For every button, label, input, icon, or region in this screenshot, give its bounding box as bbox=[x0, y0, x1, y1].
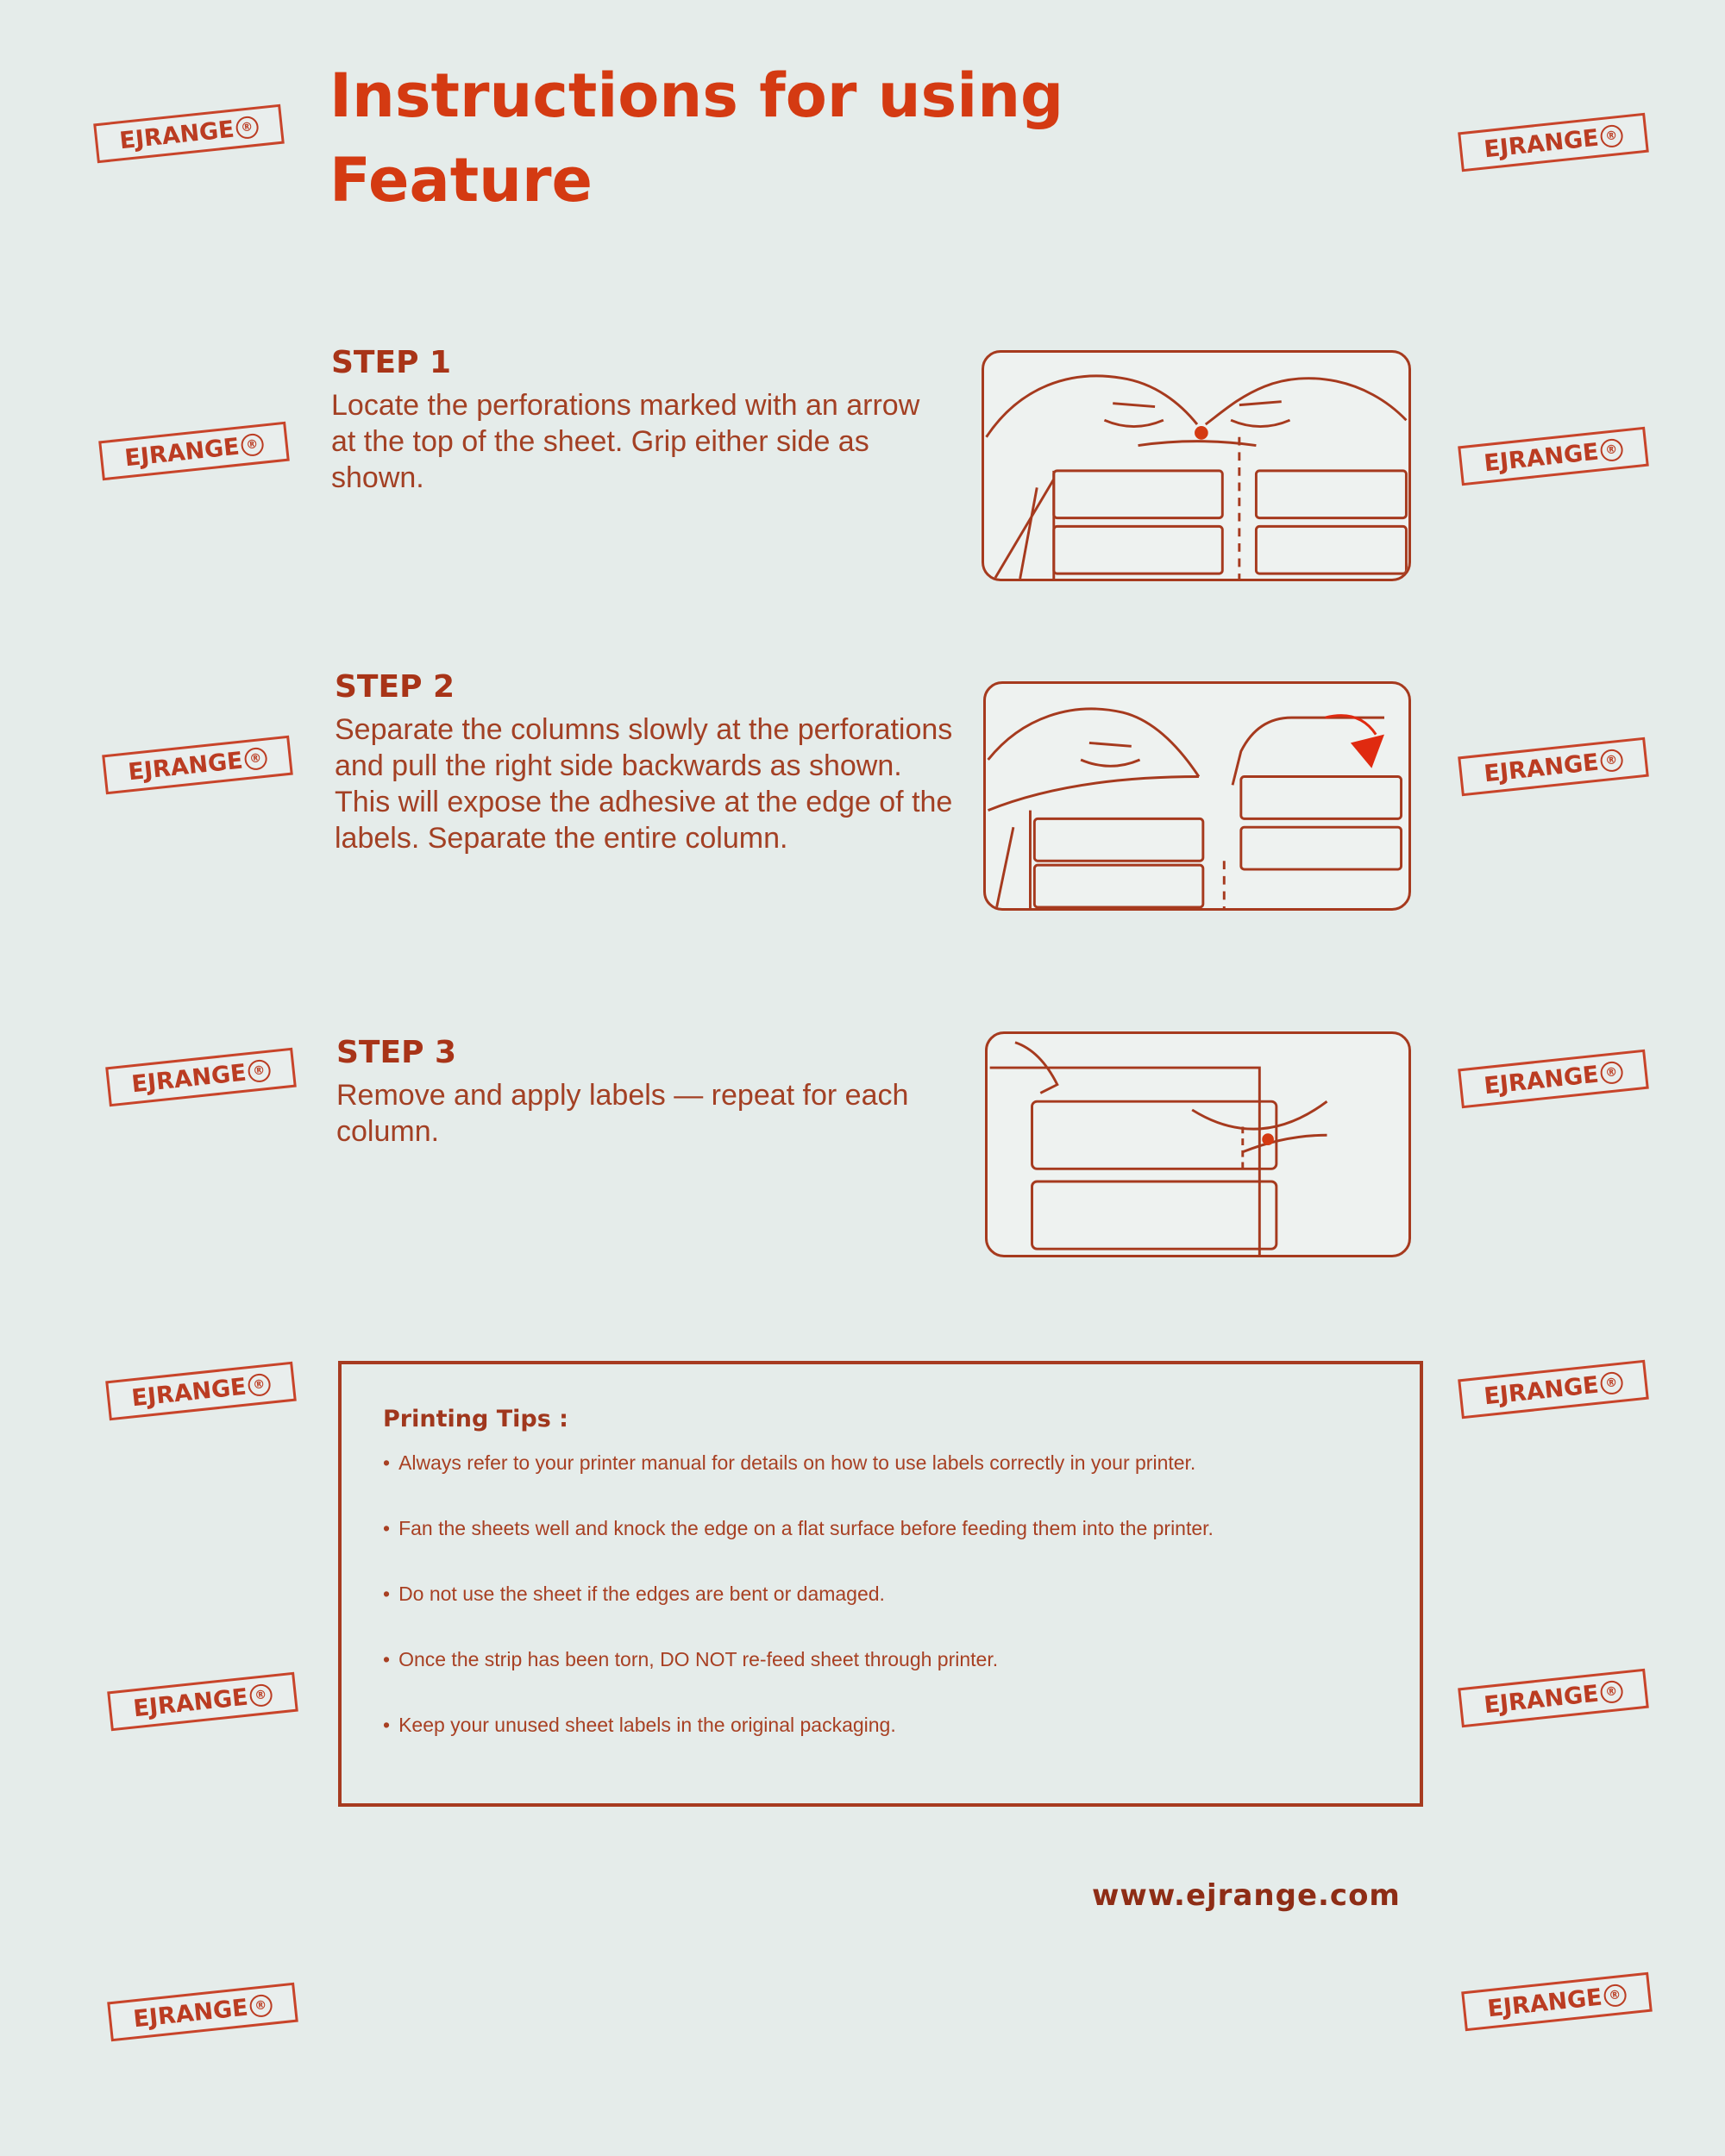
title-line-2: Feature bbox=[329, 145, 593, 216]
registered-mark: ® bbox=[1599, 438, 1624, 463]
title-line-1: Instructions for using bbox=[329, 60, 1064, 131]
brand-stamp-text: EJRANGE bbox=[1483, 749, 1601, 787]
step-2 bbox=[335, 669, 956, 856]
registered-mark: ® bbox=[1599, 749, 1624, 774]
brand-stamp-text: EJRANGE bbox=[1486, 1984, 1604, 2022]
brand-stamp-text: EJRANGE bbox=[1483, 438, 1601, 477]
printing-tips-heading: Printing Tips : bbox=[383, 1406, 568, 1432]
step-2-text: Separate the columns slowly at the perforations and pull the right side backwards as shown. This will expose the adhesive at the edge of the labels. Separate the entire column. bbox=[335, 713, 953, 855]
step-1 bbox=[331, 345, 952, 496]
list-item: • Do not use the sheet if the edges are bent or damaged. bbox=[383, 1583, 1382, 1606]
brand-stamp-logo bbox=[107, 1983, 298, 2042]
list-item: • Once the strip has been torn, DO NOT re-feed sheet through printer. bbox=[383, 1648, 1382, 1671]
brand-stamp-text: EJRANGE bbox=[130, 1373, 248, 1412]
registered-mark: ® bbox=[243, 747, 268, 772]
registered-mark: ® bbox=[1599, 1061, 1624, 1086]
step-1-heading: STEP 1 bbox=[331, 345, 452, 380]
registered-mark: ® bbox=[1599, 124, 1624, 149]
website-url: www.ejrange.com bbox=[1092, 1878, 1401, 1913]
registered-mark: ® bbox=[247, 1059, 272, 1084]
brand-stamp-text: EJRANGE bbox=[130, 1059, 248, 1098]
registered-mark: ® bbox=[247, 1373, 272, 1398]
step-3-text: Remove and apply labels — repeat for each column. bbox=[336, 1079, 909, 1148]
brand-stamp-logo bbox=[1458, 1360, 1649, 1420]
brand-stamp-logo bbox=[105, 1362, 297, 1421]
step-1-illustration bbox=[982, 350, 1411, 581]
brand-stamp-logo bbox=[1458, 113, 1649, 172]
brand-stamp-logo bbox=[98, 422, 290, 481]
brand-stamp-logo bbox=[107, 1672, 298, 1732]
brand-stamp-logo bbox=[105, 1048, 297, 1107]
brand-stamp-text: EJRANGE bbox=[132, 1683, 250, 1722]
step-2-heading: STEP 2 bbox=[335, 669, 455, 705]
registered-mark: ® bbox=[1603, 1984, 1628, 2009]
brand-stamp-logo bbox=[102, 736, 293, 795]
registered-mark: ® bbox=[248, 1994, 273, 2019]
brand-stamp-logo bbox=[1461, 1972, 1653, 2032]
step-3 bbox=[336, 1035, 957, 1150]
brand-stamp-logo bbox=[1458, 1669, 1649, 1728]
registered-mark: ® bbox=[1599, 1371, 1624, 1396]
registered-mark: ® bbox=[1599, 1680, 1624, 1705]
brand-stamp-text: EJRANGE bbox=[118, 116, 236, 154]
registered-mark: ® bbox=[235, 116, 260, 141]
brand-stamp-text: EJRANGE bbox=[132, 1994, 250, 2033]
registered-mark: ® bbox=[240, 433, 265, 458]
list-item: • Always refer to your printer manual for details on how to use labels correctly in your printer. bbox=[383, 1451, 1382, 1475]
registered-mark: ® bbox=[248, 1683, 273, 1708]
printing-tips-list bbox=[383, 1451, 1382, 1737]
brand-stamp-logo bbox=[1458, 427, 1649, 486]
brand-stamp-text: EJRANGE bbox=[1483, 1680, 1601, 1719]
step-3-illustration bbox=[985, 1031, 1411, 1257]
printing-tips-box bbox=[338, 1361, 1423, 1807]
page-title bbox=[329, 53, 1192, 222]
brand-stamp-text: EJRANGE bbox=[123, 433, 242, 472]
step-3-heading: STEP 3 bbox=[336, 1035, 457, 1070]
brand-stamp-logo bbox=[1458, 1050, 1649, 1109]
brand-stamp-logo bbox=[1458, 737, 1649, 797]
brand-stamp-text: EJRANGE bbox=[1483, 1061, 1601, 1100]
step-1-text: Locate the perforations marked with an arrow at the top of the sheet. Grip either side as shown. bbox=[331, 389, 920, 494]
brand-stamp-logo bbox=[93, 104, 285, 164]
brand-stamp-text: EJRANGE bbox=[1483, 124, 1601, 163]
list-item: • Fan the sheets well and knock the edge on a flat surface before feeding them into the printer. bbox=[383, 1517, 1382, 1540]
brand-stamp-text: EJRANGE bbox=[127, 747, 245, 786]
list-item: • Keep your unused sheet labels in the original packaging. bbox=[383, 1714, 1382, 1737]
brand-stamp-text: EJRANGE bbox=[1483, 1371, 1601, 1410]
step-2-illustration bbox=[983, 681, 1411, 911]
